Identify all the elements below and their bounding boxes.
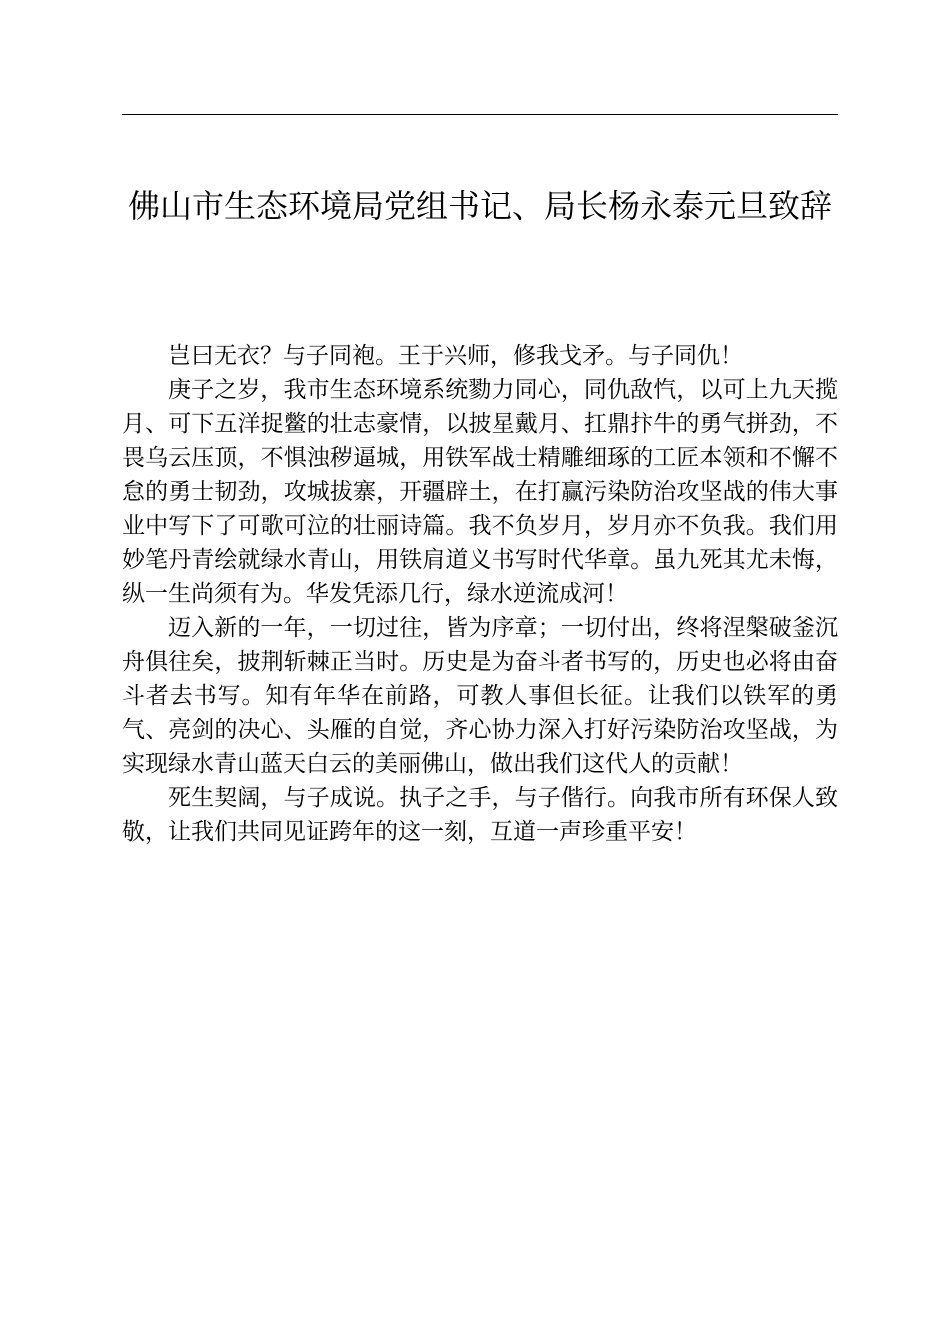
document-title: 佛山市生态环境局党组书记、局长杨永泰元旦致辞 [127,187,832,225]
paragraph-2: 庚子之岁，我市生态环境系统勠力同心，同仇敌忾，以可上九天揽月、可下五洋捉鳖的壮志豪情，以披星戴月、扛鼎抃牛的勇气拼劲，不畏乌云压顶，不惧浊秽逼城，用铁军战士精雕细琢的工匠本领和不懈不怠的勇士韧劲，攻城拔寨，开疆辟土，在打赢污染防治攻坚战的伟大事业中写下了可歌可泣的壮丽诗篇。我不负岁月，岁月亦不负我。我们用妙笔丹青绘就绿水青山，用铁肩道义书写时代华章。虽九死其尤未悔，纵一生尚须有为。华发凭添几行，绿水逆流成河！ [122,377,838,607]
paragraph-4: 死生契阔，与子成说。执子之手，与子偕行。向我市所有环保人致敬，让我们共同见证跨年的这一刻，互道一声珍重平安！ [122,785,838,845]
document-body [122,339,838,849]
paragraph-1: 岂曰无衣？与子同袍。王于兴师，修我戈矛。与子同仇！ [168,343,743,369]
paragraph-3: 迈入新的一年，一切过往，皆为序章；一切付出，终将涅槃破釜沉舟俱往矣，披荆斩棘正当时。历史是为奋斗者书写的，历史也必将由奋斗者去书写。知有年华在前路，可教人事但长征。让我们以铁军的勇气、亮剑的决心、头雁的自觉，齐心协力深入打好污染防治攻坚战，为实现绿水青山蓝天白云的美丽佛山，做出我们这代人的贡献！ [122,615,838,777]
header-rule [122,114,838,115]
